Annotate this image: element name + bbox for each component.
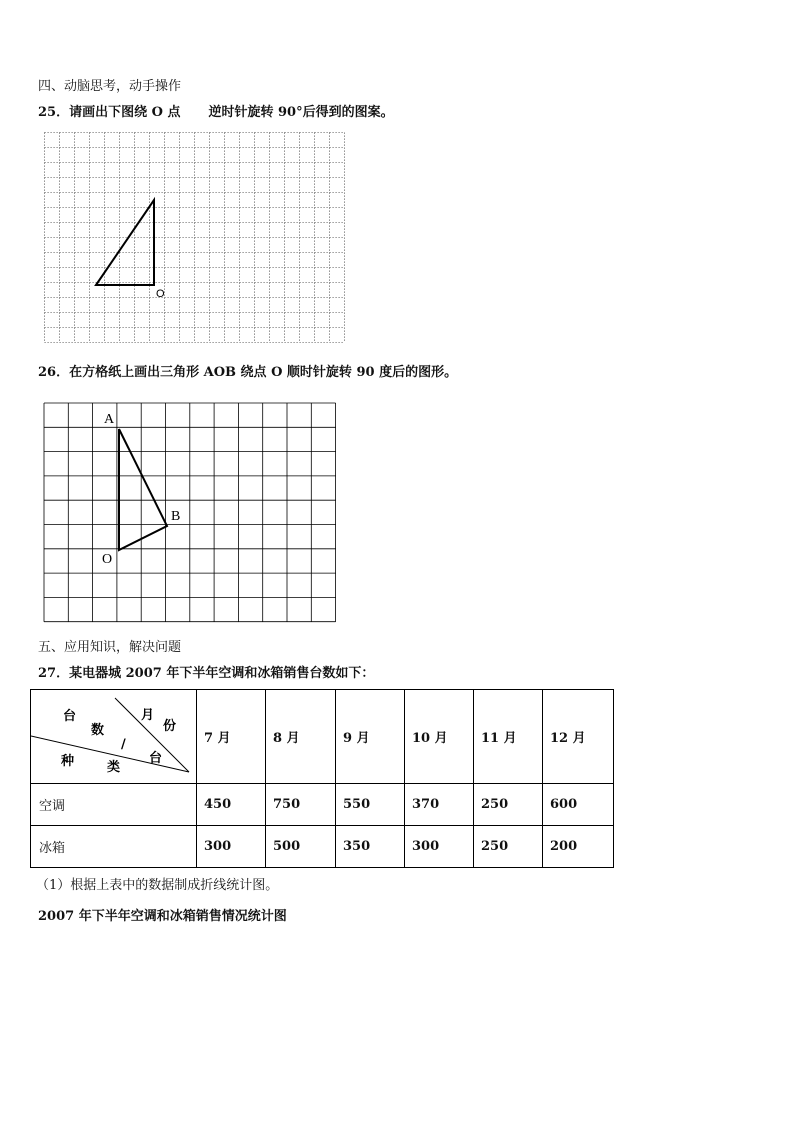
section5-title: 五、应用知识，解决问题 — [38, 640, 182, 655]
row-label: 冰箱 — [31, 826, 197, 868]
table-cell: 250 — [474, 826, 543, 868]
question-27-text: 某电器城 2007 年下半年空调和冰箱销售台数如下： — [69, 666, 375, 681]
table-cell: 450 — [197, 784, 266, 826]
section4-title: 四、动脑思考，动手操作 — [38, 79, 182, 94]
table-cell: 750 — [266, 784, 336, 826]
question-25-text-a: 请画出下图绕 O 点 — [69, 105, 181, 120]
corner-header-cell — [31, 690, 197, 784]
corner-label-fen: 份 — [163, 719, 177, 734]
corner-label-tai-1: 台 — [63, 709, 77, 724]
sales-table — [30, 689, 614, 868]
row-label: 空调 — [31, 784, 197, 826]
point-a-label: A — [104, 412, 115, 427]
corner-label-shu: 数 — [91, 723, 105, 738]
month-header: 12 月 — [543, 690, 614, 784]
triangle-25 — [96, 200, 154, 285]
table-cell: 350 — [336, 826, 405, 868]
table-header-row — [31, 690, 614, 784]
question-27-number: 27． — [38, 666, 70, 681]
table-cell: 600 — [543, 784, 614, 826]
point-o-label: O — [102, 552, 113, 567]
table-row-aircon — [31, 784, 614, 826]
table-cell: 500 — [266, 826, 336, 868]
month-header: 9 月 — [336, 690, 405, 784]
table-cell: 370 — [405, 784, 474, 826]
question-25-number: 25． — [38, 105, 70, 120]
point-o-label-25: O — [156, 288, 165, 300]
corner-label-tai-2: 台 — [149, 751, 163, 766]
question-26 — [38, 364, 457, 382]
dotted-grid-25 — [44, 132, 346, 346]
question-27 — [38, 665, 374, 683]
corner-label-yue: 月 — [141, 708, 155, 723]
triangle-aob — [119, 429, 167, 550]
table-cell: 550 — [336, 784, 405, 826]
month-header: 7 月 — [197, 690, 266, 784]
question-27-sub-1: （1）根据上表中的数据制成折线统计图。 — [36, 878, 279, 893]
table-row-fridge — [31, 826, 614, 868]
table-cell: 300 — [405, 826, 474, 868]
question-25 — [38, 104, 394, 122]
question-25-text-b: 逆时针旋转 90°后得到的图案。 — [208, 105, 394, 120]
month-header: 8 月 — [266, 690, 336, 784]
question-26-number: 26． — [38, 365, 70, 380]
corner-label-lei: 类 — [107, 760, 121, 775]
question-26-text: 在方格纸上画出三角形 AOB 绕点 O 顺时针旋转 90 度后的图形。 — [69, 365, 458, 380]
month-header: 11 月 — [474, 690, 543, 784]
corner-label-slash: / — [121, 737, 126, 752]
table-cell: 200 — [543, 826, 614, 868]
corner-label-zhong: 种 — [61, 754, 75, 769]
chart-title: 2007 年下半年空调和冰箱销售情况统计图 — [38, 909, 287, 924]
month-header: 10 月 — [405, 690, 474, 784]
table-cell: 250 — [474, 784, 543, 826]
table-cell: 300 — [197, 826, 266, 868]
point-b-label: B — [171, 509, 181, 524]
square-grid-26 — [43, 402, 341, 626]
